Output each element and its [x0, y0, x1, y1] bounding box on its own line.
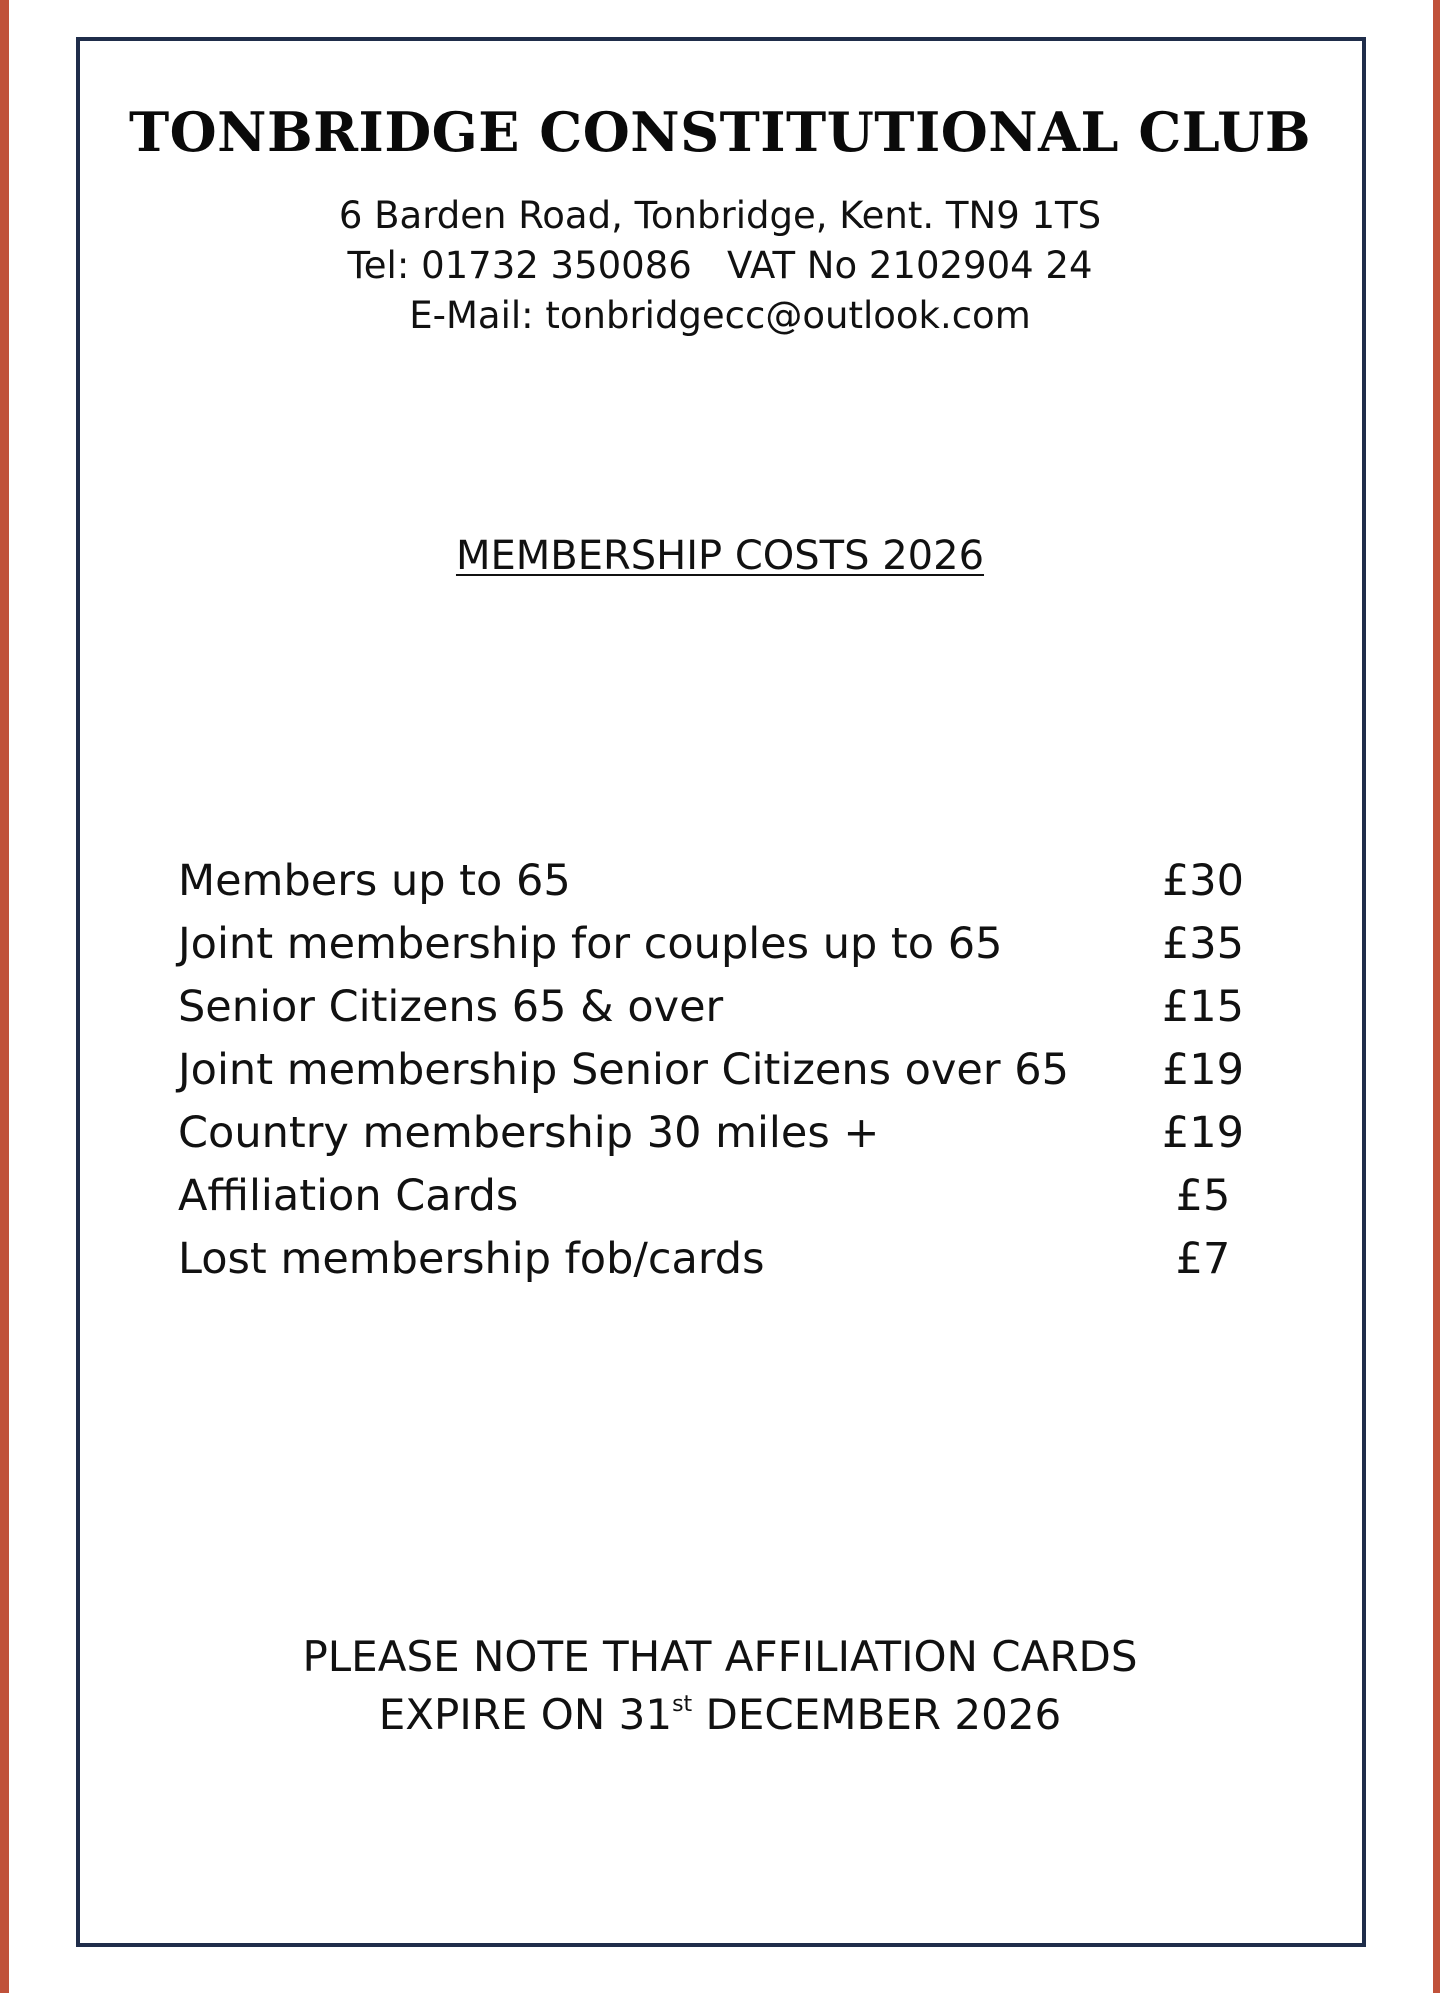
- membership-row-label: Members up to 65: [178, 856, 571, 906]
- membership-row-price: £19: [1161, 1108, 1245, 1158]
- membership-row-label: Country membership 30 miles +: [178, 1108, 880, 1158]
- membership-row-label: Senior Citizens 65 & over: [178, 982, 724, 1032]
- membership-heading-text: MEMBERSHIP COSTS 2026: [455, 533, 985, 579]
- membership-row-price: £19: [1161, 1045, 1245, 1095]
- membership-row-price: £5: [1175, 1171, 1231, 1221]
- club-phone-vat: Tel: 01732 350086 VAT No 2102904 24: [347, 244, 1093, 287]
- expiry-note-line-1: PLEASE NOTE THAT AFFILIATION CARDS: [302, 1632, 1138, 1681]
- membership-row-label: Lost membership fob/cards: [178, 1234, 765, 1284]
- expiry-note-line-2: [0, 1690, 1440, 1739]
- membership-row-price: £15: [1161, 982, 1245, 1032]
- membership-row: [178, 1039, 1278, 1102]
- expiry-note-prefix: EXPIRE ON 31: [378, 1690, 673, 1739]
- club-title: TONBRIDGE CONSTITUTIONAL CLUB: [128, 100, 1312, 164]
- membership-row-label: Joint membership for couples up to 65: [178, 919, 1003, 969]
- membership-heading: [0, 533, 1440, 579]
- membership-row: [178, 850, 1278, 913]
- membership-row-price: £7: [1175, 1234, 1231, 1284]
- expiry-note-ordinal: st: [672, 1692, 693, 1717]
- membership-row-label: Affiliation Cards: [178, 1171, 519, 1221]
- club-address: 6 Barden Road, Tonbridge, Kent. TN9 1TS: [338, 194, 1102, 237]
- membership-row: [178, 1165, 1278, 1228]
- membership-row-label: Joint membership Senior Citizens over 65: [178, 1045, 1069, 1095]
- membership-row-price: £30: [1161, 856, 1245, 906]
- expiry-note-suffix: DECEMBER 2026: [692, 1690, 1062, 1739]
- membership-row: [178, 976, 1278, 1039]
- membership-row: [178, 1102, 1278, 1165]
- membership-cost-list: [178, 850, 1278, 1291]
- membership-row: [178, 1228, 1278, 1291]
- membership-row-price: £35: [1161, 919, 1245, 969]
- club-email: E-Mail: tonbridgecc@outlook.com: [409, 294, 1031, 337]
- membership-row: [178, 913, 1278, 976]
